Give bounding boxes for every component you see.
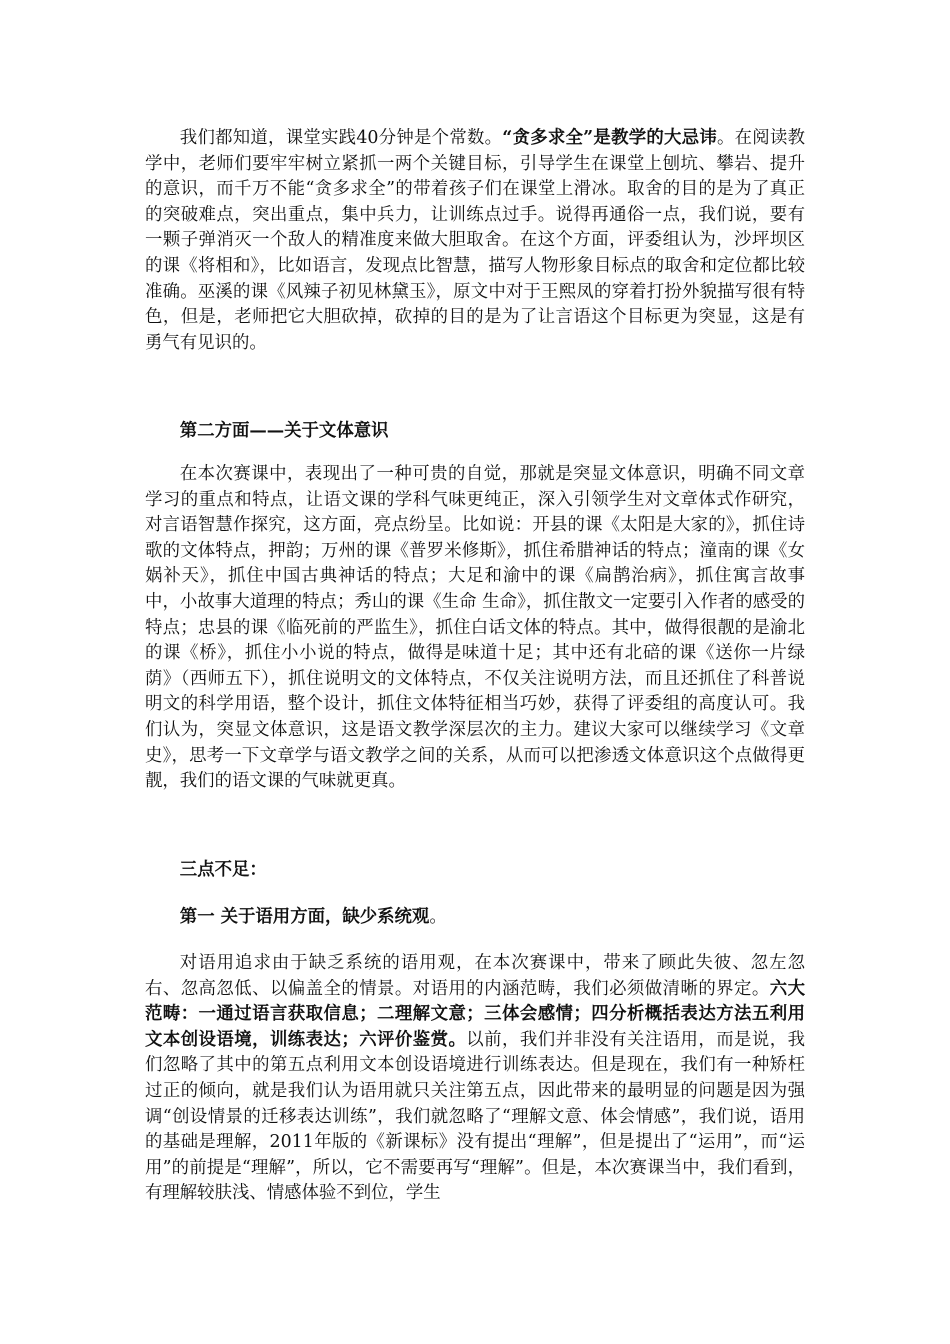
section-heading-genre: 第二方面——关于文体意识: [179, 421, 389, 441]
section-heading-shortcomings: 三点不足：: [179, 860, 267, 880]
bold-categories: 六大范畴：一通过语言获取信息；二理解文意；三体会感情；四分析概括表达方法五利用文本创设语境，训练表达；六评价鉴赏。: [145, 978, 805, 1050]
subheading-text: 第一 关于语用方面，缺少系统观: [179, 907, 430, 927]
paragraph-language-use: [145, 951, 805, 1207]
paragraph-genre-awareness: 在本次赛课中，表现出了一种可贵的自觉，那就是突显文体意识，明确不同文章学习的重点和特点，让语文课的学科气味更纯正，深入引领学生对文章体式作研究，对言语智慧作探究，这方面，亮点纷呈。比如说：开县的课《太阳是大家的》，抓住诗歌的文体特点，押韵；万州的课《普罗米修斯》，抓住希腊神话的特点；潼南的课《女娲补天》，抓住中国古典神话的特点；大足和渝中的课《扁鹊治病》，抓住寓言故事中，小故事大道理的特点；秀山的课《生命 生命》，抓住散文一定要引入作者的感受的特点；忠县的课《临死前的严监生》，抓住白话文体的特点。其中，做得很靓的是渝北的课《桥》，抓住小小说的特点，做得是味道十足；其中还有北碚的课《送你一片绿荫》（西师五下），抓住说明文的文体特点，不仅关注说明方法，而且还抓住了科普说明文的科学用语，整个设计，抓住文体特征相当巧妙，获得了评委组的高度认可。我们认为，突显文体意识，这是语文教学深层次的主力。建议大家可以继续学习《文章史》，思考一下文章学与语文教学之间的关系，从而可以把渗透文体意识这个点做得更靓，我们的语文课的气味就更真。: [145, 464, 805, 792]
subheading-language-use: [145, 905, 805, 931]
paragraph-text: 对语用追求由于缺乏系统的语用观，在本次赛课中，带来了顾此失彼、忽左忽右、忽高忽低、以偏盖全的情景。对语用的内涵范畴，我们必须做清晰的界定。: [145, 953, 805, 999]
paragraph-practice-time: [145, 126, 805, 356]
bold-phrase: “贪多求全”是教学的大忌讳: [502, 128, 717, 148]
subheading-punct: 。: [429, 907, 447, 927]
paragraph-text: 以前，我们并非没有关注语用，而是说，我们忽略了其中的第五点利用文本创设语境进行训练表达。但是现在，我们有一种矫枉过正的倾向，就是我们认为语用就只关注第五点，因此带来的最明显的问题是因为强调“创设情景的迁移表达训练”，我们就忽略了“理解文意、体会情感”，我们说，语用的基础是理解，2011年版的《新课标》没有提出“理解”，但是提出了“运用”，而“运用”的前提是“理解”，所以，它不需要再写“理解”。但是，本次赛课当中，我们看到，有理解较肤浅、情感体验不到位，学生: [145, 1029, 805, 1204]
paragraph-text: 我们都知道，课堂实践40分钟是个常数。: [179, 128, 503, 148]
paragraph-text: 。在阅读教学中，老师们要牢牢树立紧抓一两个关键目标，引导学生在课堂上刨坑、攀岩、提升的意识，而千万不能“贪多求全”的带着孩子们在课堂上滑冰。取舍的目的是为了真正的突破难点，突出重点，集中兵力，让训练点过手。说得再通俗一点，我们说，要有一颗子弹消灭一个敌人的精准度来做大胆取舍。在这个方面，评委组认为，沙坪坝区的课《将相和》，比如语言，发现点比智慧，描写人物形象目标点的取舍和定位都比较准确。巫溪的课《风辣子初见林黛玉》，原文中对于王熙凤的穿着打扮外貌描写很有特色，但是，老师把它大胆砍掉，砍掉的目的是为了让言语这个目标更为突显，这是有勇气有见识的。: [145, 128, 805, 353]
